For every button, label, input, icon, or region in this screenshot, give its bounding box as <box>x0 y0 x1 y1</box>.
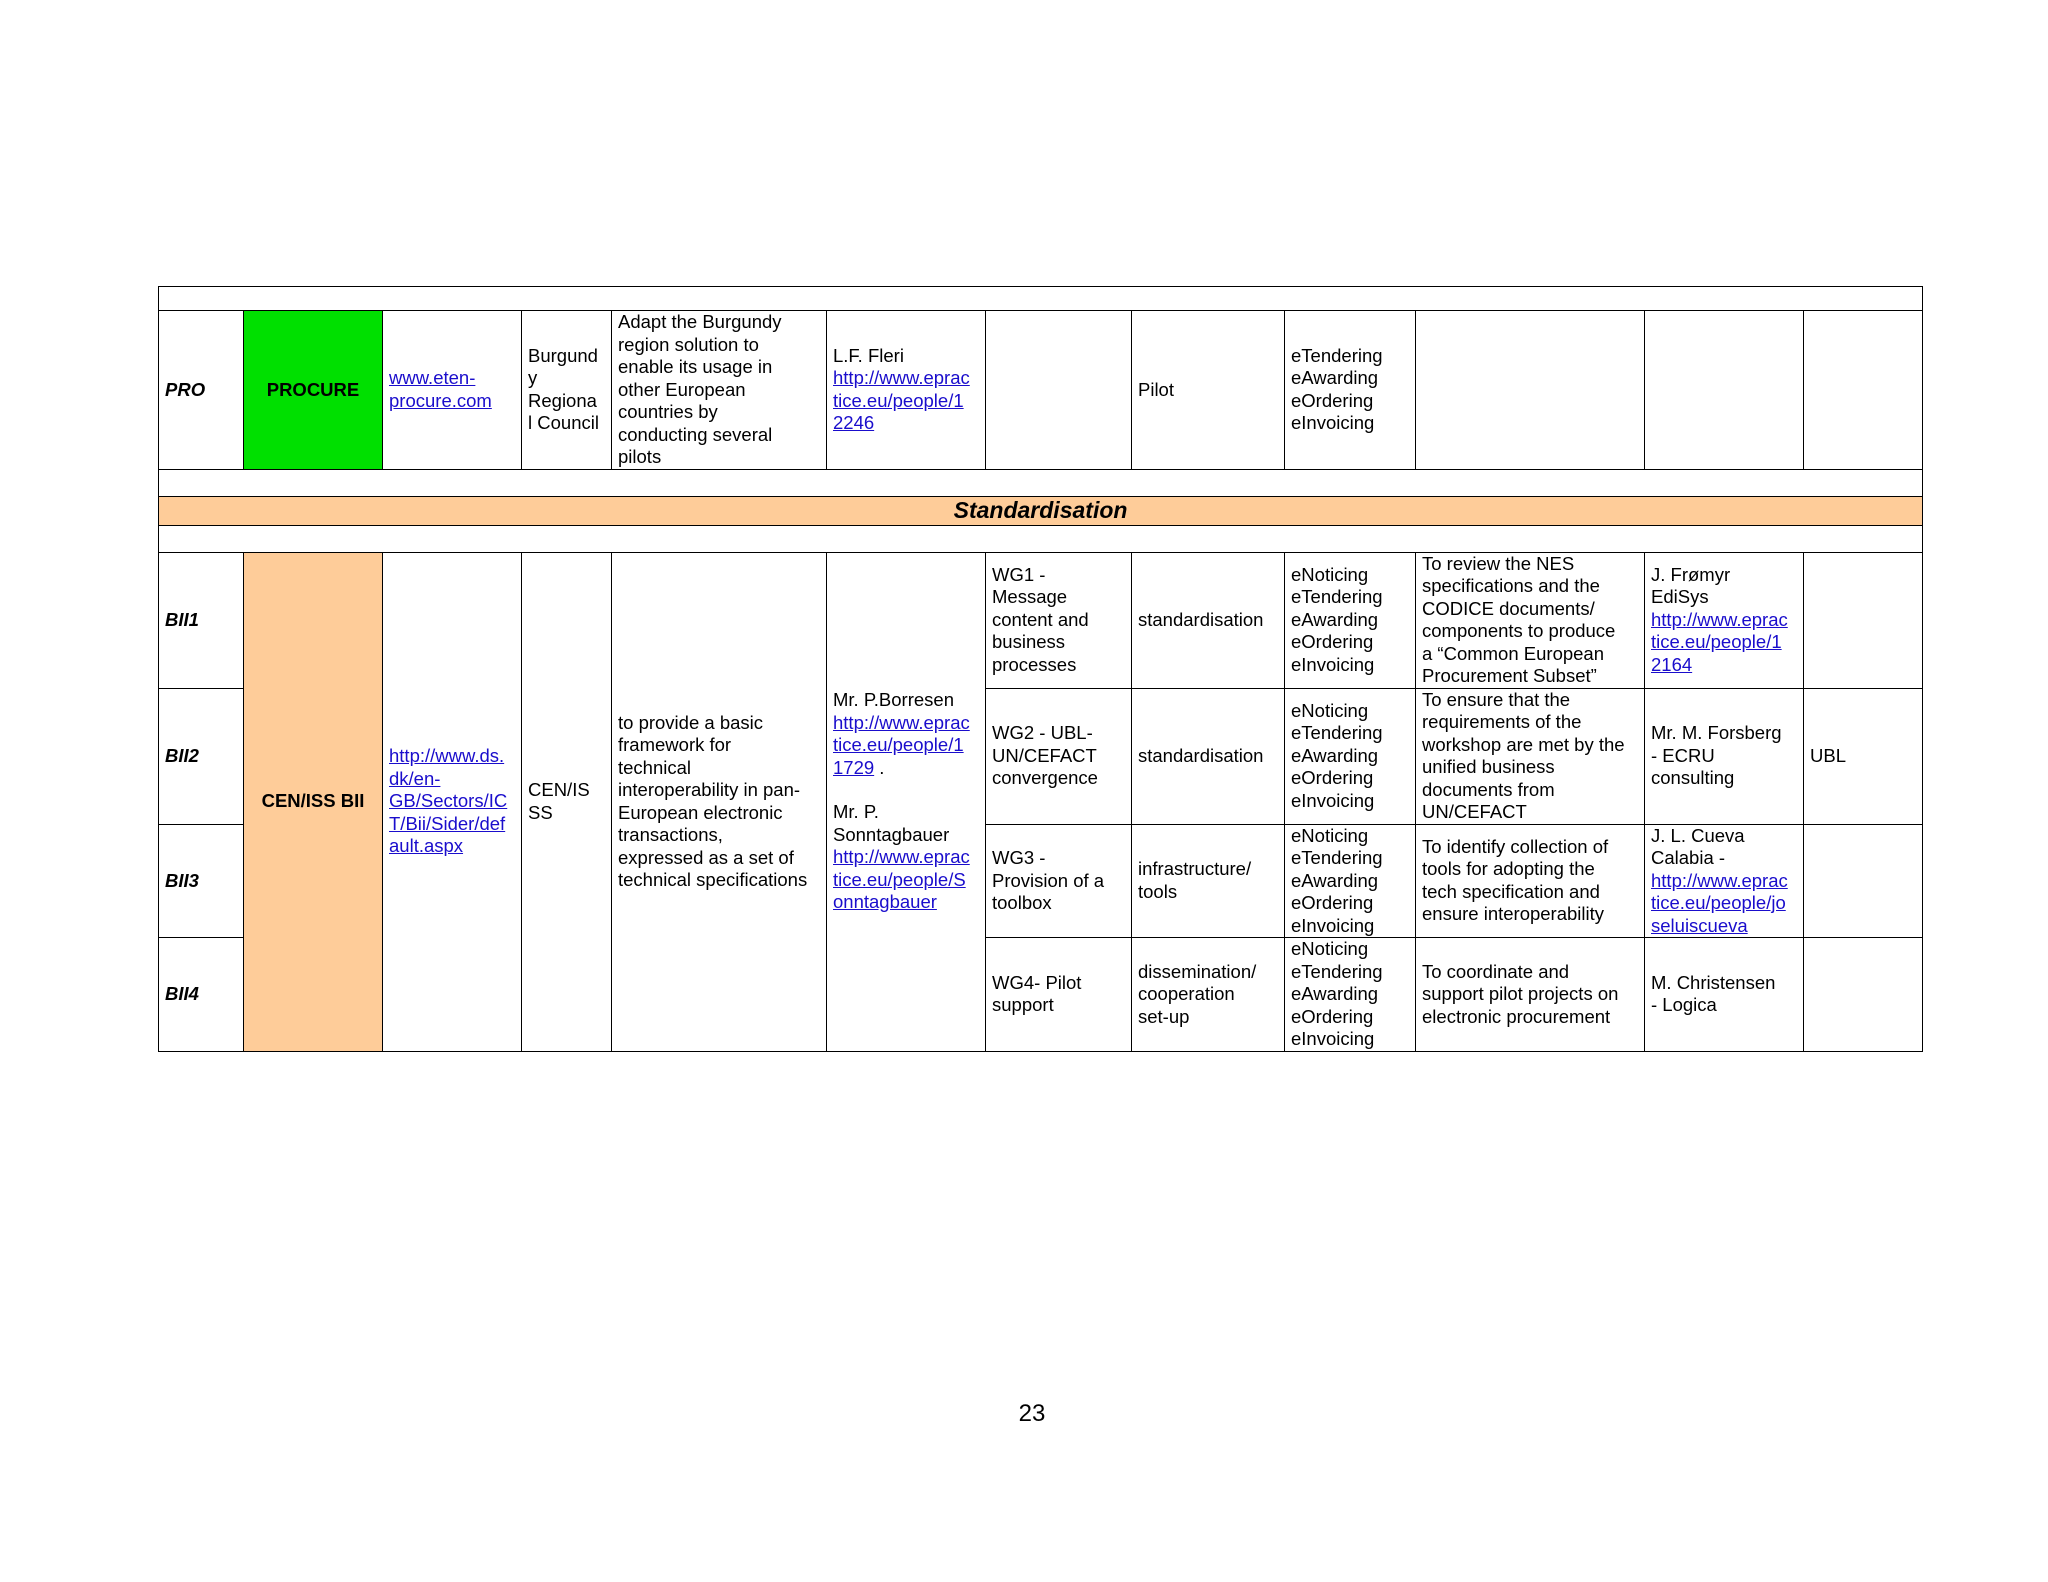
text-line: http://www.eprac <box>833 367 970 389</box>
wg-lead <box>1645 552 1804 688</box>
working-group <box>986 824 1132 938</box>
text-line: Procurement Subset” <box>1422 665 1597 686</box>
text-line: http://www.eprac <box>1651 869 1788 891</box>
spacer <box>833 779 979 801</box>
text-line: eOrdering <box>1291 767 1374 789</box>
empty-cell <box>1645 311 1804 470</box>
text-line: eAwarding <box>1291 983 1379 1004</box>
text-line: CODICE documents/ <box>1422 597 1595 619</box>
text-line: countries by <box>618 401 718 422</box>
text-line: To coordinate and <box>1422 960 1570 982</box>
standard: UBL <box>1804 688 1923 824</box>
text-line: UN/CEFACT <box>992 744 1097 766</box>
text-line: EdiSys <box>1651 586 1709 608</box>
text-line: European electronic <box>618 801 783 823</box>
project-code: PRO <box>159 311 244 470</box>
workshop-objective <box>612 552 827 1051</box>
wg-lead-name <box>1651 564 1797 609</box>
text-line: eNoticing <box>1291 824 1369 846</box>
text-line: eAwarding <box>1291 608 1379 630</box>
wg-lead <box>1645 688 1804 824</box>
workshop-url-cell <box>383 552 522 1051</box>
text-line: http://www.eprac <box>1651 608 1788 630</box>
contact-link[interactable] <box>833 367 979 435</box>
document-table-region <box>158 286 1922 1052</box>
text-line: l Council <box>528 412 599 434</box>
table-row-pro <box>159 311 1923 470</box>
text-line: tice.eu/people/1 <box>833 734 964 756</box>
text-line: technical <box>618 756 692 778</box>
workshop-contacts <box>827 552 986 1051</box>
text-line: Regiona <box>528 389 597 411</box>
text-line: a “Common European <box>1422 642 1605 664</box>
text-line: eTendering <box>1291 960 1383 982</box>
wg-lead-name <box>1651 972 1797 1017</box>
text-line: eTendering <box>1291 722 1383 744</box>
text-line: T/Bii/Sider/def <box>389 812 506 834</box>
text-line: framework for <box>618 734 732 755</box>
contact2-name <box>833 801 979 846</box>
workshop-organisation <box>522 552 612 1051</box>
wg-goal <box>1416 938 1645 1052</box>
empty-cell <box>1804 311 1923 470</box>
text-line: electronic procurement <box>1422 1005 1611 1027</box>
wg-goal <box>1416 824 1645 938</box>
text-line: CEN/IS <box>528 779 590 800</box>
text-line: infrastructure/ <box>1138 858 1252 880</box>
text-line: components to produce <box>1422 620 1616 641</box>
text-line: support pilot projects on <box>1422 983 1619 1004</box>
text-line: 2246 <box>833 412 875 434</box>
text-line: eInvoicing <box>1291 412 1375 434</box>
text-line: eOrdering <box>1291 389 1374 411</box>
text-line: eAwarding <box>1291 869 1379 891</box>
project-name: PROCURE <box>244 311 383 470</box>
wg-code: BII2 <box>159 688 244 824</box>
text-line: To identify collection of <box>1422 835 1609 857</box>
empty-cell <box>1804 824 1923 938</box>
wg-goal <box>1416 688 1645 824</box>
text-line: eNoticing <box>1291 699 1369 721</box>
text-line: tools for adopting the <box>1422 858 1595 880</box>
text-line: transactions, <box>618 824 723 845</box>
procurement-phases <box>1285 552 1416 688</box>
wg-lead-link[interactable] <box>1651 609 1797 677</box>
wg-type <box>1132 938 1285 1052</box>
text-line: ault.aspx <box>389 835 464 857</box>
text-line: - ECRU <box>1651 744 1715 766</box>
text-line: eOrdering <box>1291 892 1374 913</box>
text-line: eAwarding <box>1291 744 1379 766</box>
text-line: tice.eu/people/1 <box>833 389 964 411</box>
text-line: region solution to <box>618 333 759 355</box>
procurement-phases <box>1285 311 1416 470</box>
text-line: tech specification and <box>1422 880 1600 902</box>
empty-cell <box>986 311 1132 470</box>
workshop-url-link[interactable] <box>389 745 515 858</box>
text-line: eOrdering <box>1291 631 1374 653</box>
text-line: eAwarding <box>1291 367 1379 389</box>
text-line: UN/CEFACT <box>1422 801 1527 822</box>
text-line: Burgund <box>528 344 598 366</box>
text-line: dissemination/ <box>1138 960 1257 982</box>
empty-cell <box>1804 552 1923 688</box>
project-url-link[interactable] <box>389 367 515 412</box>
text-line: seluiscueva <box>1651 914 1748 936</box>
text-line: To review the NES <box>1422 552 1575 574</box>
text-line: procure.com <box>389 389 492 411</box>
text-line: requirements of the <box>1422 711 1582 732</box>
text-line: technical specifications <box>618 869 808 890</box>
text-line: Sonntagbauer <box>833 823 950 845</box>
text-line: J. L. Cueva <box>1651 824 1745 846</box>
text-line: 1729 <box>833 756 875 778</box>
contact2-link[interactable] <box>833 846 979 914</box>
text-line: Mr. M. Forsberg <box>1651 722 1782 744</box>
text-line: M. Christensen <box>1651 971 1776 993</box>
text-line: SS <box>528 801 553 823</box>
text-line: set-up <box>1138 1005 1190 1027</box>
text-line: J. Frømyr <box>1651 563 1731 585</box>
page-number: 23 <box>1018 1400 1046 1427</box>
text-line: ensure interoperability <box>1422 903 1605 925</box>
text-line: eInvoicing <box>1291 1028 1375 1049</box>
text-line: content and <box>992 608 1089 630</box>
text-line: standardisation <box>1138 744 1264 766</box>
text-line: tice.eu/people/jo <box>1651 892 1786 913</box>
text-line: business <box>992 631 1066 653</box>
text-line: http://www.eprac <box>833 846 970 868</box>
text-line: WG4- Pilot <box>992 971 1082 993</box>
project-url-cell <box>383 311 522 470</box>
wg-code: BII3 <box>159 824 244 938</box>
text-line: eTendering <box>1291 586 1383 608</box>
wg-type <box>1132 824 1285 938</box>
wg-lead-link[interactable] <box>1651 870 1797 938</box>
wg-code: BII4 <box>159 938 244 1052</box>
text-line: tice.eu/people/1 <box>1651 631 1782 653</box>
text-line: To ensure that the <box>1422 688 1571 710</box>
contact1-link-wrap <box>833 712 979 780</box>
procurement-phases <box>1285 938 1416 1052</box>
text-line: y <box>528 367 538 389</box>
text-line: eOrdering <box>1291 1005 1374 1027</box>
wg-lead <box>1645 824 1804 938</box>
text-line: tools <box>1138 880 1178 902</box>
text-line: Message <box>992 586 1068 608</box>
text-line: Adapt the Burgundy <box>618 311 782 332</box>
blank-row <box>159 469 1923 496</box>
text-line: interoperability in pan- <box>618 779 801 800</box>
empty-cell <box>1416 311 1645 470</box>
projects-table <box>158 286 1923 1052</box>
text-line: toolbox <box>992 892 1052 913</box>
blank-row-top <box>159 287 1923 311</box>
text-line: eTendering <box>1291 344 1383 366</box>
wg-type <box>1132 688 1285 824</box>
text-line: WG2 - UBL- <box>992 722 1093 744</box>
text-line: other European <box>618 378 746 400</box>
text-line: cooperation <box>1138 983 1235 1004</box>
blank-row <box>159 525 1923 552</box>
empty-cell <box>1804 938 1923 1052</box>
text-line: pilots <box>618 446 662 467</box>
text-line: eNoticing <box>1291 563 1369 585</box>
procurement-phases <box>1285 824 1416 938</box>
working-group <box>986 552 1132 688</box>
text-line: documents from <box>1422 778 1555 800</box>
text-line: consulting <box>1651 767 1735 789</box>
text-line: Calabia - <box>1651 847 1726 868</box>
text-line: conducting several <box>618 423 773 445</box>
text-line: standardisation <box>1138 608 1264 630</box>
text-line: enable its usage in <box>618 356 773 377</box>
objective <box>612 311 827 470</box>
working-group <box>986 688 1132 824</box>
text-line: onntagbauer <box>833 891 937 913</box>
wg-code: BII1 <box>159 552 244 688</box>
workshop-name: CEN/ISS BII <box>244 552 383 1051</box>
table-row-bii1 <box>159 552 1923 688</box>
wg-type <box>1132 552 1285 688</box>
text-line: to provide a basic <box>618 711 764 733</box>
wg-lead <box>1645 938 1804 1052</box>
wg-goal <box>1416 552 1645 688</box>
text-line: eTendering <box>1291 847 1383 868</box>
working-group <box>986 938 1132 1052</box>
text-line: eInvoicing <box>1291 914 1375 936</box>
text-line: GB/Sectors/IC <box>389 790 508 812</box>
text-line: workshop are met by the <box>1422 733 1625 755</box>
section-banner: Standardisation <box>159 496 1923 525</box>
text-line: convergence <box>992 767 1098 789</box>
procurement-phases <box>1285 688 1416 824</box>
text-line: specifications and the <box>1422 575 1600 596</box>
text-line: http://www.ds. <box>389 745 505 767</box>
text-line: unified business <box>1422 756 1555 777</box>
contact-name: L.F. Fleri <box>833 344 904 366</box>
text-line: eNoticing <box>1291 938 1369 959</box>
text-line: - Logica <box>1651 994 1717 1016</box>
text-line: support <box>992 994 1054 1016</box>
text-line: dk/en- <box>389 767 441 789</box>
text-line: expressed as a set of <box>618 846 794 868</box>
text-line: tice.eu/people/S <box>833 868 966 890</box>
organisation <box>522 311 612 470</box>
text-line: Provision of a <box>992 869 1105 891</box>
wg-lead-name <box>1651 722 1797 790</box>
text-line: Mr. P. <box>833 801 879 823</box>
text-line: WG3 - <box>992 847 1046 868</box>
text-line: processes <box>992 653 1077 675</box>
text-line: 2164 <box>1651 653 1693 675</box>
project-type: Pilot <box>1132 311 1285 470</box>
text-line: WG1 - <box>992 563 1046 585</box>
text-line: eInvoicing <box>1291 653 1375 675</box>
wg-lead-name <box>1651 825 1797 870</box>
contact1-link[interactable] <box>833 712 970 778</box>
contact1-name: Mr. P.Borresen <box>833 689 954 711</box>
text-line: http://www.eprac <box>833 711 970 733</box>
text-line: eInvoicing <box>1291 789 1375 811</box>
contact <box>827 311 986 470</box>
text-line: www.eten- <box>389 367 476 389</box>
contact1-suffix: . <box>874 756 885 778</box>
section-banner-row <box>159 496 1923 525</box>
